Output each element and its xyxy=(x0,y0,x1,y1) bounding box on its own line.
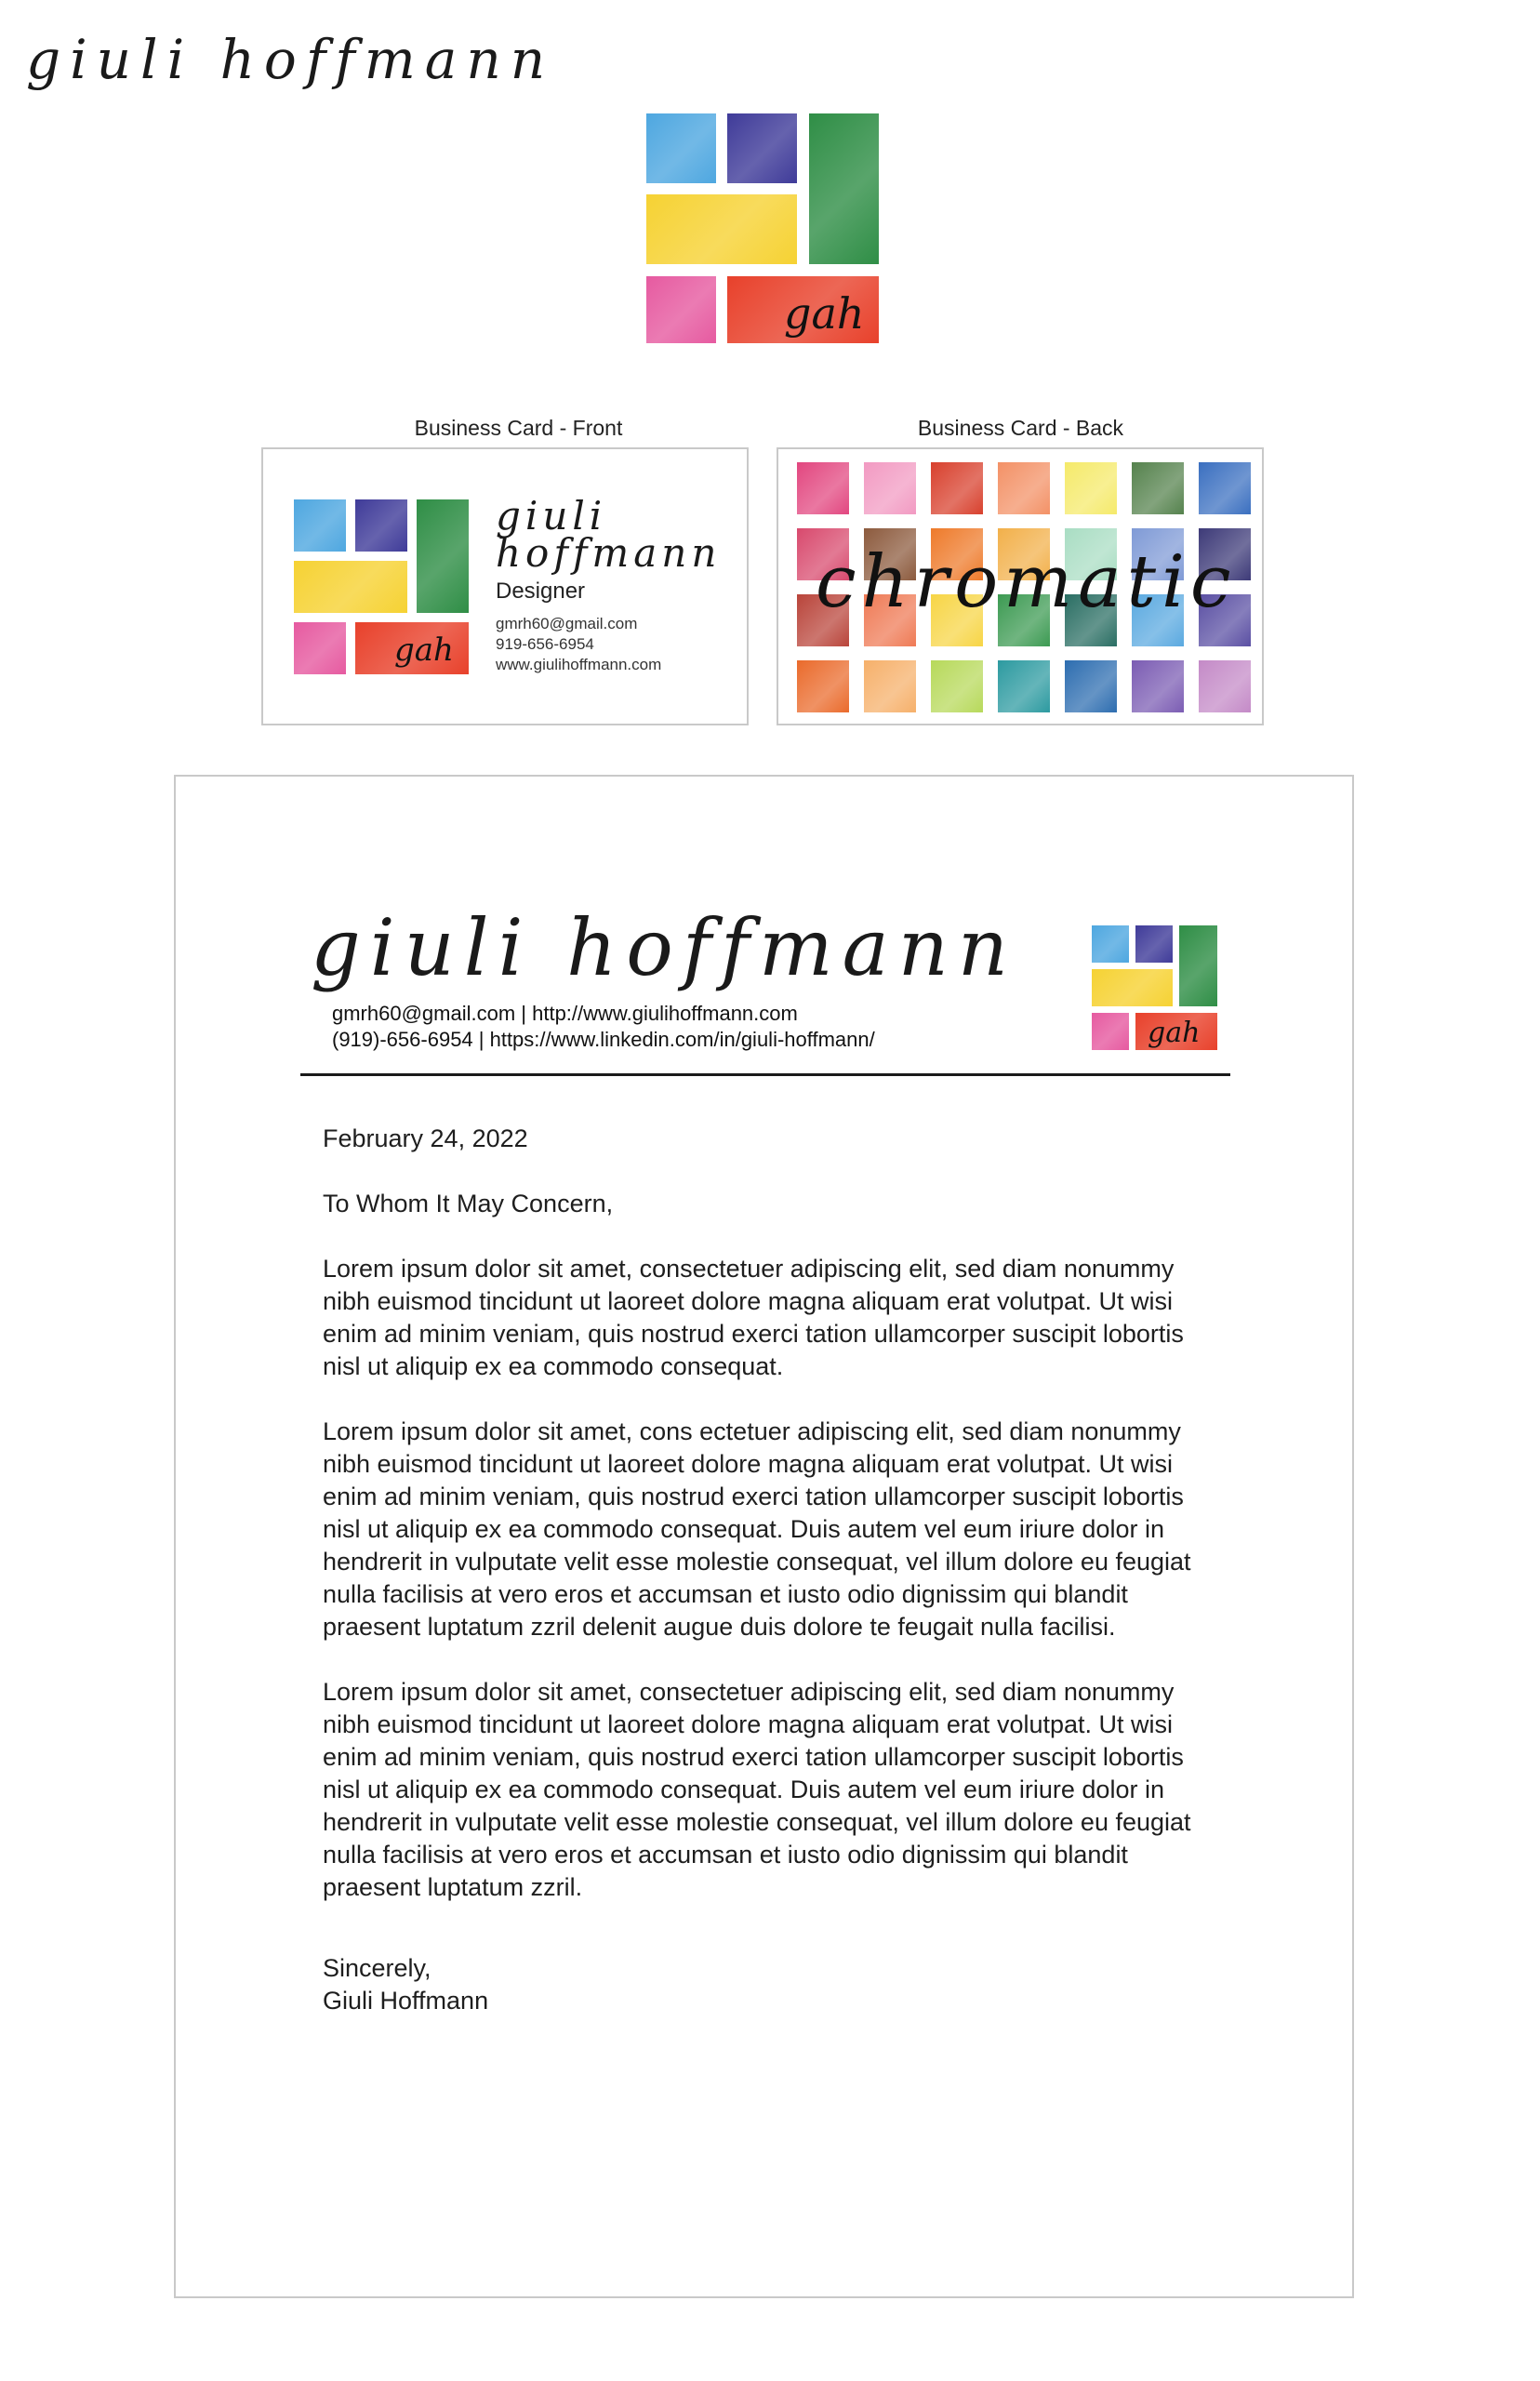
lh-logo-tile-green xyxy=(1179,925,1217,1006)
swatch xyxy=(864,660,916,712)
letter-date: February 24, 2022 xyxy=(323,1124,528,1152)
card-website: www.giulihoffmann.com xyxy=(496,656,662,673)
card-front-logo xyxy=(294,499,469,674)
swatch xyxy=(998,462,1050,514)
letter-signature-name: Giuli Hoffmann xyxy=(323,1987,489,2015)
lh-logo-tile-yellow xyxy=(1092,969,1173,1006)
card-email: gmrh60@gmail.com xyxy=(496,615,638,632)
card-logo-tile-indigo xyxy=(355,499,407,552)
lh-logo-monogram: gah xyxy=(1148,1017,1201,1049)
letterhead-contact-line-1: gmrh60@gmail.com | http://www.giulihoffmann.com xyxy=(332,1002,798,1025)
letter-paragraph-3: Lorem ipsum dolor sit amet, consectetuer adipiscing elit, sed diam nonummy nibh euismod tincidunt ut laoreet dolore magna aliquam erat volutpat. Ut wisi enim ad minim veniam, quis nostrud exerci tation ullamcorper suscipit lobortis nisl ut aliquip ex ea commodo consequat. Duis autem vel eum iriure dolor in hendrerit in vulputate velit esse molestie consequat, vel illum dolore eu feugiat nulla facilisis at vero eros et accumsan et iusto odio dignissim qui blandit praesent luptatum zzril. xyxy=(323,1678,1191,1901)
logo-monogram: gah xyxy=(784,288,865,339)
swatch xyxy=(1065,660,1117,712)
card-back-word: chromatic xyxy=(816,540,1237,624)
swatch xyxy=(1065,462,1117,514)
swatch xyxy=(797,660,849,712)
swatch xyxy=(931,462,983,514)
card-logo-tile-yellow xyxy=(294,561,407,613)
card-logo-tile-pink xyxy=(294,622,346,674)
lh-logo-tile-blue xyxy=(1092,925,1129,963)
card-name-last: hoffmann xyxy=(496,530,722,576)
letter-greeting: To Whom It May Concern, xyxy=(323,1190,614,1217)
card-front-caption: Business Card - Front xyxy=(414,416,623,440)
letterhead-contact-line-2: (919)-656-6954 | https://www.linkedin.com/in/giuli-hoffmann/ xyxy=(332,1028,875,1051)
swatch xyxy=(864,462,916,514)
card-logo-monogram: gah xyxy=(394,632,454,669)
card-phone: 919-656-6954 xyxy=(496,635,594,653)
swatch xyxy=(931,660,983,712)
swatch xyxy=(1132,462,1184,514)
letterhead-page xyxy=(174,775,1354,2298)
swatch xyxy=(1199,660,1251,712)
business-card-back xyxy=(777,447,1264,725)
swatch xyxy=(797,462,849,514)
letter-paragraph-2: Lorem ipsum dolor sit amet, cons ectetuer adipiscing elit, sed diam nonummy nibh euismod tincidunt ut laoreet dolore magna aliquam erat volutpat. Ut wisi enim ad minim veniam, quis nostrud exerci tation ullamcorper suscipit lobortis nisl ut aliquip ex ea commodo consequat. Duis autem vel eum iriure dolor in hendrerit in vulputate velit esse molestie consequat, vel illum dolore eu feugiat nulla facilisis at vero eros et accumsan et iusto odio dignissim qui blandit praesent luptatum zzril delenit augue duis dolore te feugait nulla facilisi. xyxy=(323,1417,1191,1641)
card-name-first: giuli xyxy=(496,493,607,539)
card-role: Designer xyxy=(496,579,586,604)
brand-signature: giuli hoffmann xyxy=(26,28,555,91)
swatch xyxy=(998,660,1050,712)
card-logo-tile-blue xyxy=(294,499,346,552)
business-card-front xyxy=(261,447,749,725)
letter-paragraph-1: Lorem ipsum dolor sit amet, consectetuer adipiscing elit, sed diam nonummy nibh euismod tincidunt ut laoreet dolore magna aliquam erat volutpat. Ut wisi enim ad minim veniam, quis nostrud exerci tation ullamcorper suscipit lobortis nisl ut aliquip ex ea commodo consequat. xyxy=(323,1255,1184,1380)
logo-tile-green xyxy=(809,113,879,264)
letter-body xyxy=(323,1253,1215,1936)
card-back-caption: Business Card - Back xyxy=(917,416,1124,440)
logo-tile-pink xyxy=(646,276,716,343)
letter-closing: Sincerely, xyxy=(323,1954,431,1982)
card-logo-tile-green xyxy=(417,499,469,613)
logo-tile-blue xyxy=(646,113,716,183)
letterhead-divider xyxy=(300,1073,1230,1076)
lh-logo-tile-pink xyxy=(1092,1013,1129,1050)
letterhead-name: giuli hoffmann xyxy=(311,902,1017,993)
swatch xyxy=(1199,462,1251,514)
letterhead-logo xyxy=(1092,925,1217,1056)
swatch xyxy=(1132,660,1184,712)
lh-logo-tile-indigo xyxy=(1135,925,1173,963)
logo-tile-yellow xyxy=(646,194,797,264)
brand-logo xyxy=(646,113,879,351)
logo-tile-indigo xyxy=(727,113,797,183)
